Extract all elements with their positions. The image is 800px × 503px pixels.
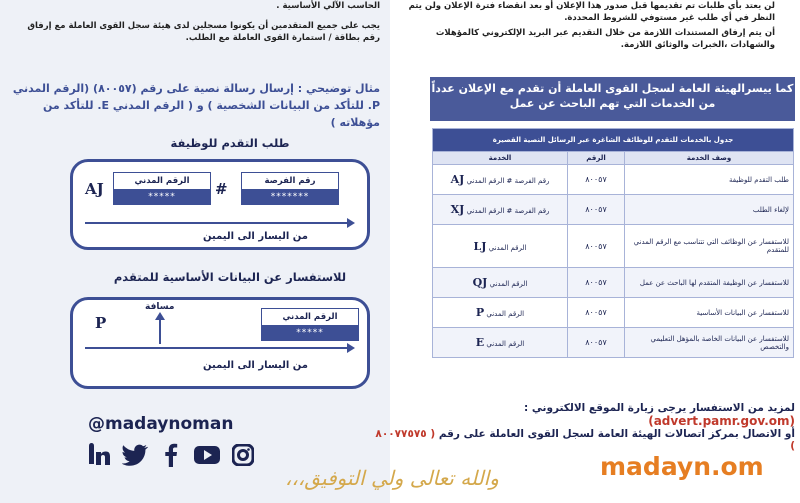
bullet-item: يجب على جميع المتقدمين أن يكونوا مسجلين لدى هيئة سجل القوى العاملة مع إرفاق رقم بطاقة / استمارة القوى العاملة مع الطلب. [27, 21, 380, 43]
civil-number-value: ***** [262, 326, 358, 340]
services-table [432, 128, 794, 358]
top-right-bullets [405, 0, 775, 54]
civil-number-label: الرقم المدني [262, 309, 358, 326]
table-caption: جدول بالخدمات للتقدم للوظائف الشاغرة عبر الرسائل النصية القصيرة [433, 129, 794, 152]
space-label: مسافة [145, 302, 175, 312]
header-service: الخدمة [433, 152, 568, 165]
civil-number-label: الرقم المدني [114, 173, 210, 190]
row-number: ٨٠٠٥٧ [568, 298, 625, 328]
website-prefix: لمزيد من الاستفسار يرجى زيارة الموقع الالكتروني : [524, 402, 795, 414]
left-to-right-arrow [85, 342, 355, 354]
table-row [433, 268, 794, 298]
row-description: طلب التقدم للوظيفة [625, 165, 794, 195]
row-code: QJ [472, 276, 488, 289]
diagram-apply-job [70, 159, 370, 250]
row-number: ٨٠٠٥٧ [568, 195, 625, 225]
diagram-basic-data [70, 297, 370, 389]
row-format: الرقم المدني [486, 340, 525, 348]
row-number: ٨٠٠٥٧ [568, 268, 625, 298]
code-p: P [95, 314, 107, 332]
row-service [433, 225, 568, 268]
row-code: E [475, 336, 485, 349]
code-aj: AJ [85, 180, 104, 198]
row-code: AJ [450, 173, 465, 186]
facebook-icon[interactable] [158, 443, 184, 467]
table-row [433, 195, 794, 225]
diagram2-title: للاستفسار عن البيانات الأساسية للمتقدم [113, 270, 347, 284]
opportunity-number-field [241, 172, 339, 205]
table-row [433, 328, 794, 358]
row-service [433, 165, 568, 195]
linkedin-icon[interactable] [86, 443, 112, 467]
table-row [433, 225, 794, 268]
civil-number-field [113, 172, 211, 205]
website-line [395, 402, 795, 428]
hash-separator: # [215, 180, 228, 198]
row-code: XJ [450, 203, 465, 216]
row-description: للاستفسار عن البيانات الخاصة بالمؤهل التعليمي والتخصص [625, 328, 794, 358]
table-row [433, 298, 794, 328]
civil-number-field [261, 308, 359, 341]
left-to-right-arrow [85, 217, 355, 229]
social-icons [86, 443, 256, 467]
youtube-icon[interactable] [194, 443, 220, 467]
diagram1-title: طلب التقدم للوظيفة [170, 136, 290, 150]
closing-text: والله تعالى ولي التوفيق،،، [285, 466, 499, 490]
civil-number-value: ***** [114, 190, 210, 204]
opportunity-number-label: رقم الفرصة [242, 173, 338, 190]
row-description: للاستفسار عن البيانات الأساسية [625, 298, 794, 328]
row-format: رقم الفرصة # الرقم المدني [466, 207, 550, 215]
row-service [433, 268, 568, 298]
table-row [433, 165, 794, 195]
row-number: ٨٠٠٥٧ [568, 225, 625, 268]
row-service [433, 195, 568, 225]
row-code: P [475, 306, 485, 319]
top-left-bullets [10, 0, 380, 46]
diagram2-direction: من اليسار الى اليمين [203, 360, 308, 371]
bullet-item: أن يتم إرفاق المستندات اللازمة من خلال التقديم عبر البريد الإلكتروني كالمؤهلات والشهادات ،الخبرات والوثائق اللازمة. [435, 28, 775, 50]
header-number: الرقم [568, 152, 625, 165]
space-arrow [155, 312, 165, 344]
row-description: للاستفسار عن الوظيفة المتقدم لها الباحث عن عمل [625, 268, 794, 298]
row-format: الرقم المدني [488, 243, 527, 252]
row-service [433, 328, 568, 358]
row-code: LJ [473, 239, 487, 253]
bullet-item: الحاسب الآلي الأساسية . [276, 1, 380, 11]
social-handle[interactable]: @madaynoman [88, 414, 234, 434]
bullet-item: لن يعتد بأي طلبات تم تقديمها قبل صدور هذا الإعلان أو بعد انقضاء فترة الإعلان ولن يتم النظر في أي طلب غير مستوفي للشروط المحددة. [408, 1, 775, 23]
row-number: ٨٠٠٥٧ [568, 328, 625, 358]
instagram-icon[interactable] [230, 443, 256, 467]
website-link[interactable]: (advert.pamr.gov.om) [648, 414, 795, 428]
row-description: لإلغاء الطلب [625, 195, 794, 225]
contact-text: أو الاتصال بمركز اتصالات الهيئة العامة لسجل القوى العاملة على رقم [438, 428, 795, 440]
row-format: رقم الفرصة # الرقم المدني [466, 177, 550, 185]
opportunity-number-value: ******* [242, 190, 338, 204]
header-description: وصف الخدمة [625, 152, 794, 165]
contact-phone[interactable]: ( ٨٠٠٧٧٥٧٥ ) [375, 428, 795, 452]
diagram1-direction: من اليسار الى اليمين [203, 231, 308, 242]
contact-line [375, 428, 795, 452]
row-number: ٨٠٠٥٧ [568, 165, 625, 195]
row-description: للاستفسار عن الوظائف التي تتناسب مع الرقم المدني للمتقدم [625, 225, 794, 268]
brand-logo-text[interactable]: madayn.om [600, 452, 764, 481]
row-format: الرقم المدني [489, 280, 528, 288]
row-format: الرقم المدني [486, 310, 525, 318]
example-text: مثال توضيحي : إرسال رسالة نصية على رقم (٨٠٠٥٧) (الرقم المدني P. للتأكد من البيانات الشخصية ) و ( الرقم المدني E. للتأكد من مؤهلاته ) [12, 82, 380, 129]
row-service [433, 298, 568, 328]
info-banner: كما ييسرالهيئة العامة لسجل القوى العاملة أن تقدم مع الإعلان عدداً من الخدمات التي تهم الباحث عن عمل [430, 77, 795, 121]
twitter-icon[interactable] [122, 443, 148, 467]
